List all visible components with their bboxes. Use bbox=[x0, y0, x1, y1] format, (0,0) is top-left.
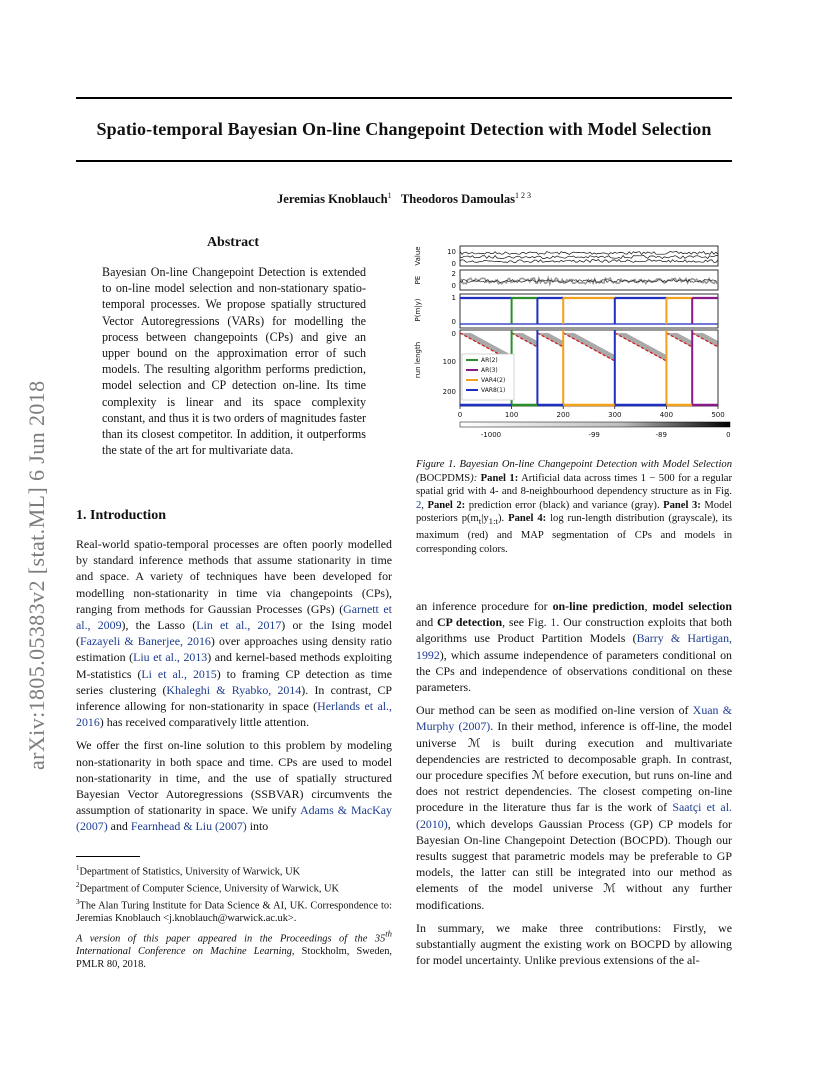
title-bottom-rule bbox=[76, 160, 732, 162]
paper-title: Spatio-temporal Bayesian On-line Changepoint Detection with Model Selection bbox=[96, 119, 712, 139]
tick-label: 200 bbox=[556, 411, 570, 419]
run-length-trace bbox=[567, 333, 615, 359]
figure-caption: Figure 1. Bayesian On-line Changepoint Detection with Model Selection (BOCPDMS): Panel 1: Artificial data across times 1 − 500 for a regular spatial grid with 4- and 8-neighbourhood dependency structure as in Fig. 2, Panel 2: prediction error (black) and variance (gray). Panel 3: Model posteriors $p(m_t|y_{1:t})$. Panel 4: log run-length distribution (grayscale), its maximum (red) and MAP segmentation of CPs and models in corresponding colors. bbox=[416, 459, 733, 555]
paragraph: We offer the first on-line solution to this problem by modeling non-stationarity in both space and time. CPs are used to model non-stationarity in time, and the use of spatially structured Bayesian Vector Autoregressions (SSBVAR) circumvents the assumption of stationarity in space. We unify Adams & MacKay (2007) and Fearnhead & Liu (2007) into bbox=[76, 738, 392, 834]
tick-label: 1 bbox=[451, 294, 456, 302]
colorbar-tick-label: 0 bbox=[726, 431, 731, 439]
citation-link[interactable]: Liu et al., 2013 bbox=[133, 650, 208, 665]
author-list bbox=[76, 191, 732, 207]
citation-year-link[interactable]: (2007) bbox=[76, 819, 108, 834]
abstract-heading: Abstract bbox=[206, 235, 260, 250]
axis-label: Value bbox=[414, 246, 422, 266]
panel-frame bbox=[460, 294, 718, 328]
run-length-trace bbox=[468, 333, 512, 357]
run-length-trace bbox=[470, 333, 511, 355]
venue-note: A version of this paper appeared in the Proceedings of the 35th International Conference on Machine Learning, Stockholm, Sweden, PMLR 80, 2018. bbox=[76, 929, 392, 971]
axis-label: PE bbox=[414, 275, 422, 285]
citation-link[interactable]: Fearnhead & Liu bbox=[130, 819, 213, 834]
run-length-trace bbox=[568, 333, 614, 358]
tick-label: 10 bbox=[447, 248, 456, 256]
top-rule bbox=[76, 97, 732, 99]
footnote: Department of Statistics, University of Warwick, UK bbox=[79, 866, 301, 878]
author-name: Jeremias Knoblauch bbox=[276, 192, 388, 207]
citation-link[interactable]: Xuan & Murphy bbox=[416, 703, 732, 734]
legend-label: VAR8(1) bbox=[481, 387, 506, 394]
run-length-trace bbox=[619, 333, 667, 359]
abstract-text: Bayesian On-line Changepoint Detection is extended to on-line model selection and non-stationary spatio-temporal processes. We propose spatially structured Vector Autoregressions (VARs) for modelling the process between changepoints (CPs) and give an upper bound on the approximation error of such models. The resulting algorithm performs prediction, model selection and CP detection on-line. Its time complexity is linear and its space complexity constant, and thus it is two orders of magnitudes faster than its closest competitor. In addition, it outperforms the state of the art for multivariate data. bbox=[102, 265, 366, 458]
axis-label: run length bbox=[414, 341, 422, 379]
tick-label: 0 bbox=[451, 330, 456, 338]
run-length-trace bbox=[670, 333, 692, 345]
paragraph: Real-world spatio-temporal processes are often poorly modelled by standard inference methods that assume stationarity in time and space. A variety of techniques have been developed for modelling non-stationarity in time via changepoints (CPs), ranging from methods for Gaussian Processes (GPs) (Garnett et al., 2009), the Lasso (Lin et al., 2017) or the Ising model (Fazayeli & Banerjee, 2016) over approaches using density ratio estimation (Liu et al., 2013) and kernel-based methods exploiting M-statistics (Li et al., 2015) to framing CP detection as time series clustering (Khaleghi & Ryabko, 2014). In contrast, CP inference allowing for non-stationarity in space (Herlands et al., 2016) has received comparatively little attention. bbox=[76, 537, 393, 730]
colorbar-tick-label: -99 bbox=[588, 431, 600, 439]
run-length-trace bbox=[521, 333, 538, 342]
colorbar-tick-label: -89 bbox=[655, 431, 667, 439]
legend-label: VAR4(2) bbox=[481, 377, 506, 384]
run-length-trace bbox=[620, 333, 666, 358]
run-length-trace bbox=[541, 333, 563, 345]
run-length-trace bbox=[570, 333, 615, 358]
tick-label: 300 bbox=[608, 411, 622, 419]
citation-link[interactable]: Li et al., 2015 bbox=[141, 666, 217, 681]
tick-label: 100 bbox=[442, 358, 456, 366]
run-length-trace bbox=[615, 333, 667, 361]
footnote: Department of Computer Science, University of Warwick, UK bbox=[79, 883, 340, 895]
value-trace bbox=[460, 256, 718, 259]
legend-label: AR(3) bbox=[481, 367, 498, 374]
tick-label: 0 bbox=[451, 260, 456, 268]
author-name: Theodoros Damoulas bbox=[400, 192, 516, 207]
tick-label: 0 bbox=[451, 282, 456, 290]
citation-year-link[interactable]: (2007) bbox=[458, 719, 491, 734]
run-length-trace bbox=[616, 333, 666, 360]
tick-label: 0 bbox=[451, 318, 456, 326]
run-length-trace bbox=[571, 333, 615, 357]
arxiv-stamp: arXiv:1805.05383v2 [stat.ML] 6 Jun 2018 bbox=[24, 380, 49, 770]
value-trace bbox=[460, 260, 718, 263]
section-heading: 1. Introduction bbox=[76, 508, 166, 523]
panel-frame bbox=[460, 246, 718, 266]
run-length-trace bbox=[574, 333, 615, 355]
paragraph: Our method can be seen as modified on-line version of Xuan & Murphy (2007). In their method, inference is off-line, the model universe ℳ is built during execution and multivariate dependencies are restricted to decomposable graph. In contrast, our procedure specifies ℳ before execution, but runs on-line and does not restrict dependencies. The closest competing on-line procedure in the literature thus far is the work of Saatçi et al. (2010), which develops Gaussian Process (GP) CP models for Bayesian On-line Changepoint Detection (BOCPD). Though our results suggest that parametric models may be preferable to GP models, the latter can still be integrated into our method as elements of the model universe ℳ without any further modifications. bbox=[416, 703, 732, 912]
figure-ref-link[interactable]: 1 bbox=[550, 615, 557, 630]
citation-link[interactable]: Barry & Hartigan, 1992 bbox=[416, 631, 733, 662]
run-length-trace bbox=[672, 333, 693, 344]
run-length-trace bbox=[564, 333, 614, 360]
citation-year-link[interactable]: (2007) bbox=[215, 819, 247, 834]
figure-ref-link[interactable]: 2 bbox=[416, 499, 422, 511]
paragraph: In summary, we make three contributions: Firstly, we substantially augment the existing work on BOCPD by allowing for model uncertainty. Unlike previous extensions of the al- bbox=[416, 920, 732, 968]
paragraph: an inference procedure for on-line prediction, model selection and CP detection, see Fig. 1. Our construction exploits that both algorithms use Product Partition Models (Barry & Hartigan, 1992), which assume independence of parameters conditional on the CPs and independence of observations conditional on these parameters. bbox=[416, 599, 733, 695]
figure-chart bbox=[410, 240, 740, 452]
citation-link[interactable]: Adams & MacKay bbox=[300, 803, 392, 818]
intro-right-column bbox=[416, 598, 732, 975]
tick-label: 500 bbox=[711, 411, 725, 419]
legend-label: AR(2) bbox=[481, 357, 498, 364]
author-affiliation: 1 2 3 bbox=[515, 191, 532, 200]
axis-label: P(m|y) bbox=[414, 298, 422, 322]
footnote: The Alan Turing Institute for Data Science & AI, UK. Correspondence to: Jeremias Knoblauch <j.knoblauch@warwick.ac.uk>. bbox=[76, 900, 392, 925]
run-length-trace bbox=[543, 333, 564, 344]
run-length-trace bbox=[701, 333, 718, 342]
footnote-rule bbox=[76, 856, 140, 857]
run-length-trace bbox=[625, 333, 666, 355]
run-length-trace bbox=[621, 333, 666, 358]
tick-label: 2 bbox=[451, 270, 456, 278]
run-length-trace bbox=[572, 333, 615, 356]
footnotes: $^1$Department of Statistics, University of Warwick, UK $^2$Department of Computer Science, University of Warwick, UK $^3$The Alan Turing Institute for Data Science & AI, UK. Correspondence to: Jeremias Knoblauch <j.knoblauch@warwick.ac.uk>. bbox=[76, 864, 392, 925]
value-trace bbox=[460, 252, 718, 255]
run-length-trace bbox=[563, 333, 615, 361]
citation-link[interactable]: Saatçi et al. bbox=[672, 800, 732, 815]
citation-link[interactable]: Fazayeli & Banerjee, 2016 bbox=[79, 634, 211, 649]
run-length-trace bbox=[546, 333, 563, 342]
run-length-trace bbox=[517, 333, 538, 344]
run-length-trace bbox=[623, 333, 667, 357]
colorbar-tick-label: -1000 bbox=[480, 431, 502, 439]
run-length-trace bbox=[697, 333, 718, 344]
run-length-trace bbox=[515, 333, 537, 345]
citation-link[interactable]: Khaleghi & Ryabko, 2014 bbox=[166, 682, 302, 697]
tick-label: 100 bbox=[504, 411, 519, 419]
run-length-trace bbox=[696, 333, 718, 345]
intro-left-column bbox=[76, 536, 392, 842]
citation-link[interactable]: Herlands et al., 2016 bbox=[76, 699, 392, 730]
run-length-trace bbox=[624, 333, 667, 356]
tick-label: 200 bbox=[442, 388, 456, 396]
citation-link[interactable]: Garnett et al., 2009 bbox=[76, 601, 392, 633]
citation-link[interactable]: Lin et al., 2017 bbox=[196, 618, 282, 633]
tick-label: 0 bbox=[457, 411, 463, 419]
tick-label: 400 bbox=[659, 411, 674, 419]
run-length-trace bbox=[675, 333, 692, 342]
colorbar bbox=[460, 422, 730, 427]
run-length-trace bbox=[566, 333, 615, 360]
run-length-trace bbox=[469, 333, 512, 356]
citation-year-link[interactable]: (2010) bbox=[416, 816, 448, 831]
run-length-trace bbox=[617, 333, 666, 360]
author-affiliation: 1 bbox=[387, 191, 392, 200]
